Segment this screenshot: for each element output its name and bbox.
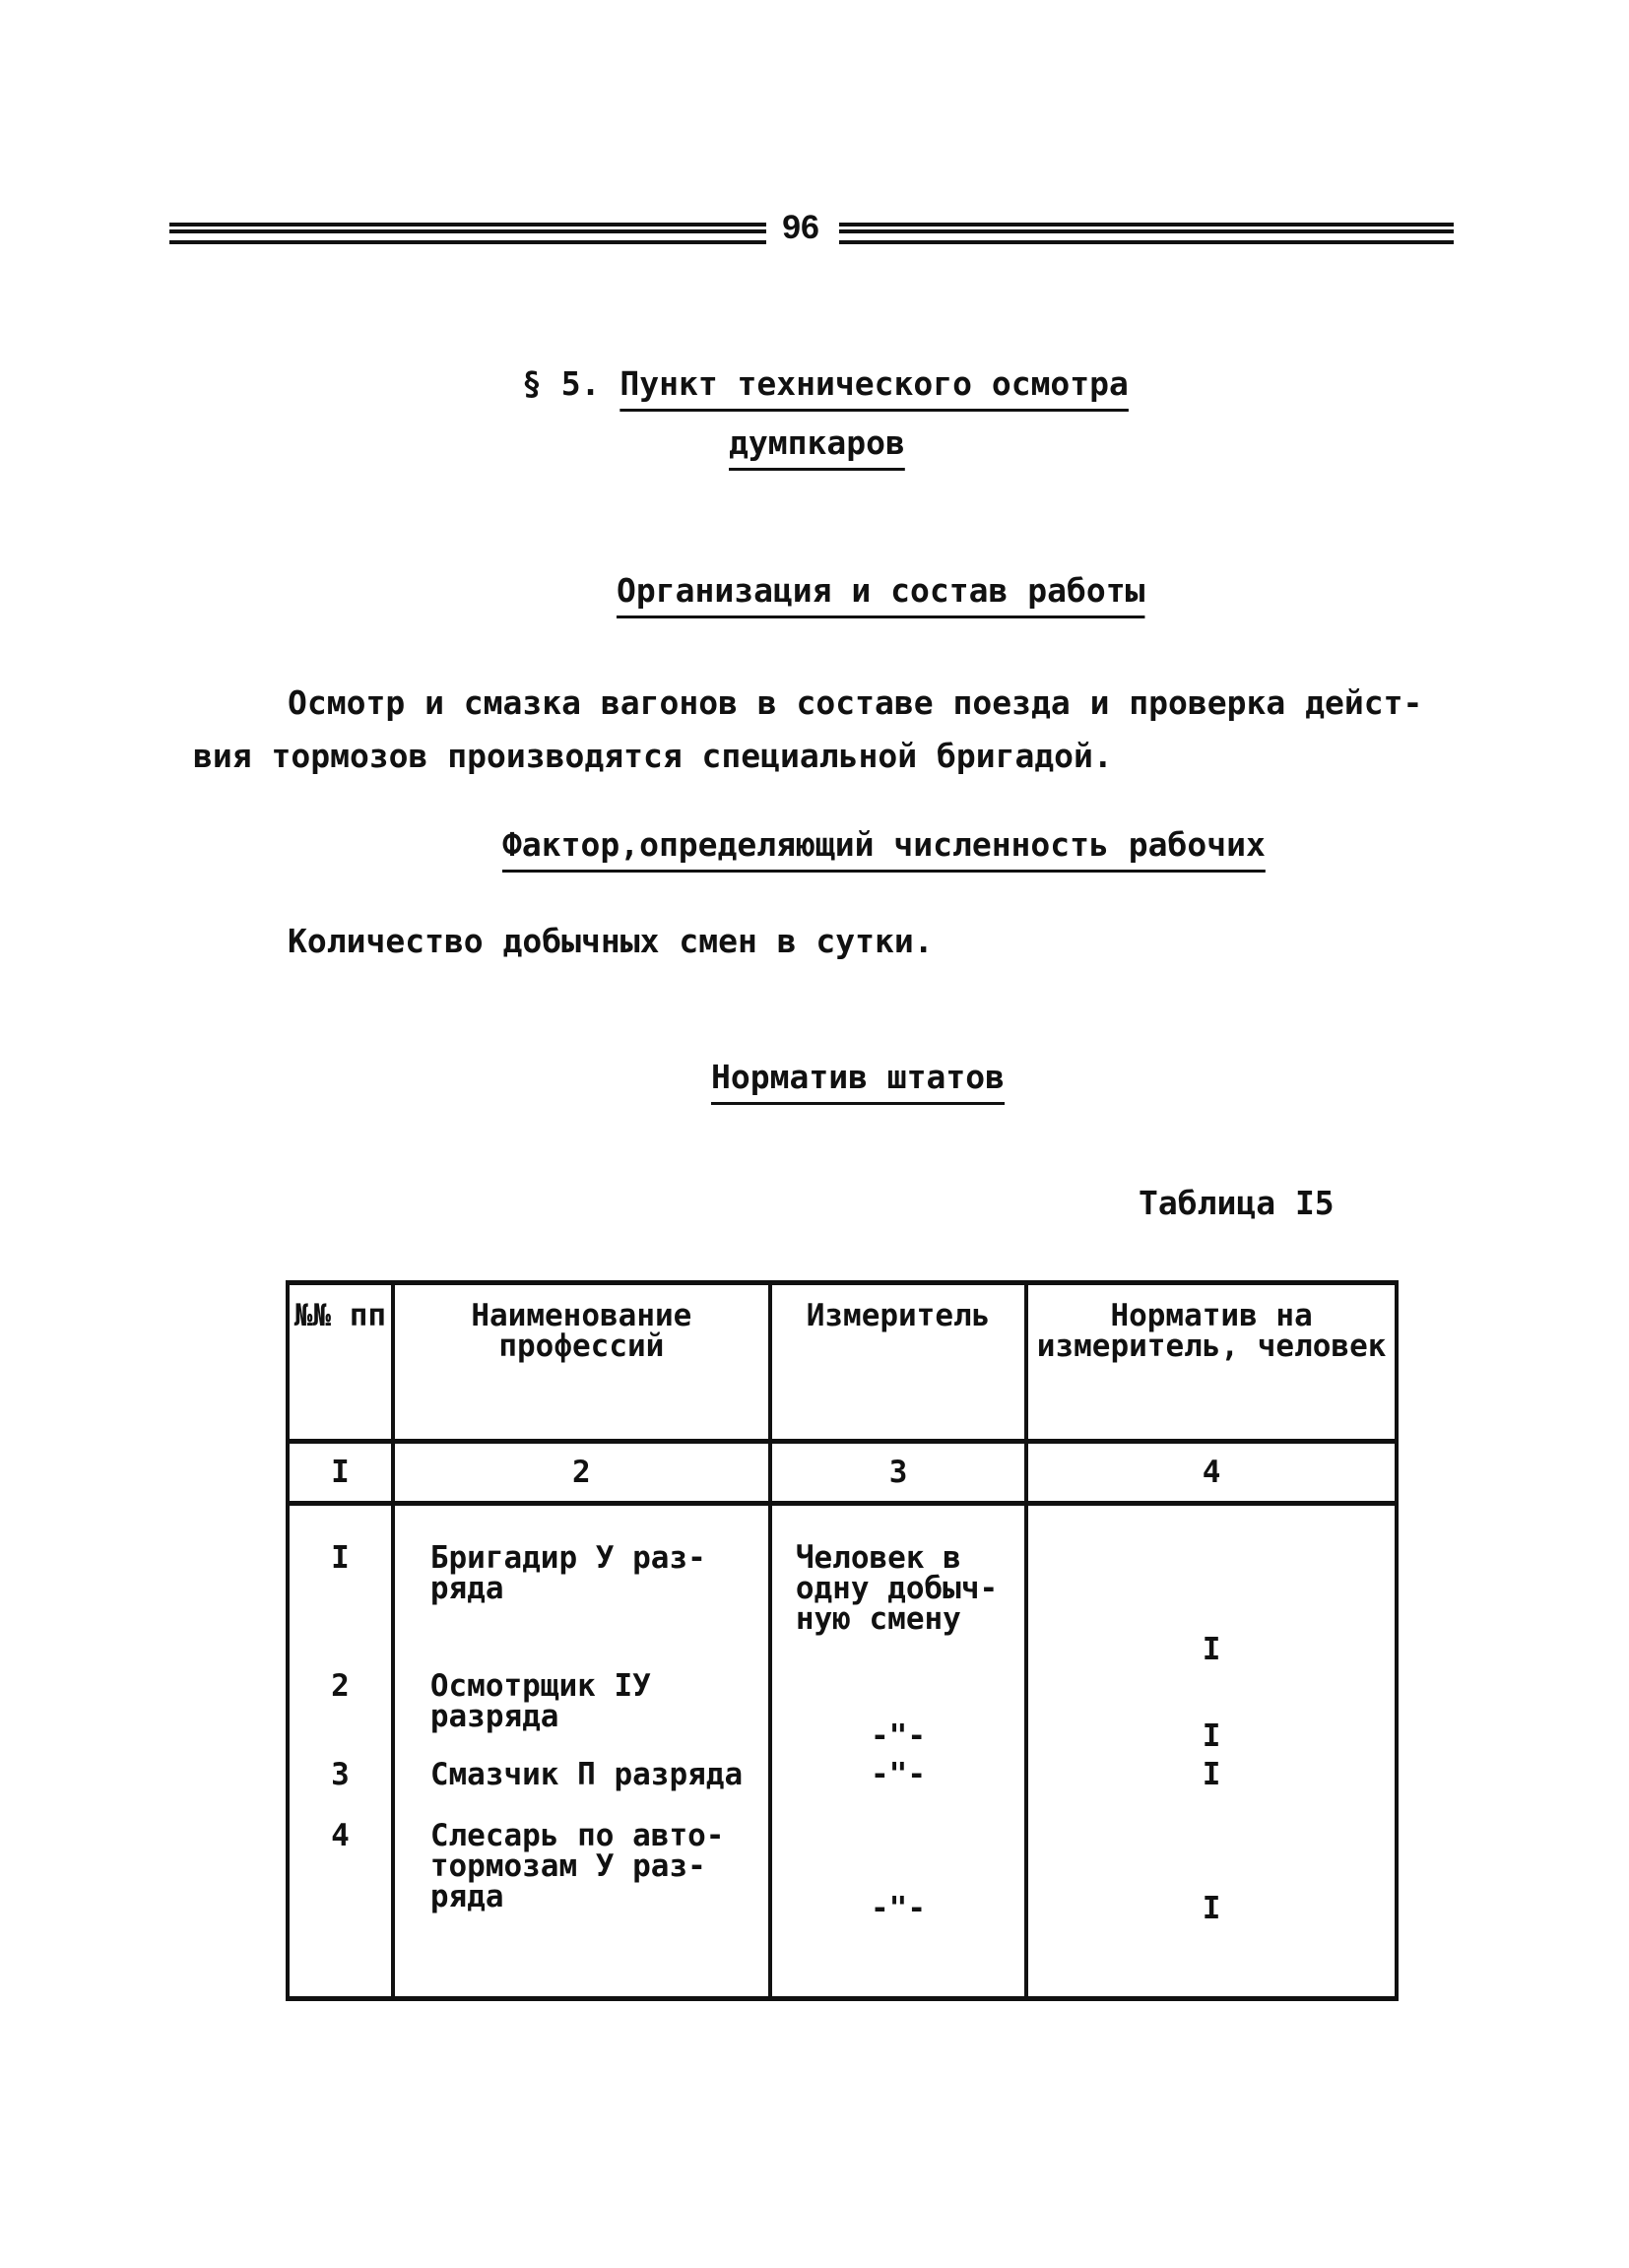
staffing-norms-table (286, 1280, 1399, 2001)
row-measure: Человек в одну добыч- ную смену (770, 1543, 1026, 1671)
column-numbers-row (288, 1442, 1397, 1504)
header-norm: Норматив на измеритель, человек (1026, 1283, 1397, 1442)
table-header-row (288, 1283, 1397, 1442)
header-profession: Наименование профессий (393, 1283, 770, 1442)
factor-text: Количество добычных смен в сутки. (288, 922, 934, 960)
row-number: 3 (288, 1760, 393, 1821)
column-number: I (288, 1442, 393, 1504)
row-measure: -"- (770, 1821, 1026, 1998)
row-measure: -"- (770, 1760, 1026, 1821)
row-number: 2 (288, 1671, 393, 1760)
table-row (288, 1543, 1397, 1671)
row-norm: I (1026, 1821, 1397, 1998)
row-measure: -"- (770, 1671, 1026, 1760)
page-number: 96 (782, 209, 819, 246)
table-row (288, 1671, 1397, 1760)
top-rule-left (169, 223, 766, 244)
norms-heading: Норматив штатов (711, 1058, 1006, 1096)
table-row (288, 1760, 1397, 1821)
table-spacer-row (288, 1504, 1397, 1544)
header-number: №№ пп (288, 1283, 393, 1442)
section-title-line2: думпкаров (729, 423, 905, 462)
top-rule-right (839, 223, 1454, 244)
row-norm: I (1026, 1760, 1397, 1821)
row-number: 4 (288, 1821, 393, 1998)
row-profession: Осмотрщик IУ разряда (393, 1671, 770, 1760)
row-profession: Смазчик П разряда (393, 1760, 770, 1821)
table-label: Таблица I5 (1139, 1184, 1335, 1222)
row-profession: Бригадир У раз- ряда (393, 1543, 770, 1671)
column-number: 3 (770, 1442, 1026, 1504)
row-norm: I (1026, 1543, 1397, 1671)
section-title-underlined: Пункт технического осмотра (619, 364, 1129, 403)
factor-heading: Фактор,определяющий численность рабочих (502, 825, 1266, 864)
header-measure: Измеритель (770, 1283, 1026, 1442)
row-profession: Слесарь по авто- тормозам У раз- ряда (393, 1821, 770, 1998)
column-number: 2 (393, 1442, 770, 1504)
section-title-line1 (522, 364, 1129, 403)
column-number: 4 (1026, 1442, 1397, 1504)
row-norm: I (1026, 1671, 1397, 1760)
organization-text-line1: Осмотр и смазка вагонов в составе поезда и проверка дейст- (288, 683, 1423, 722)
row-number: I (288, 1543, 393, 1671)
organization-heading: Организация и состав работы (617, 571, 1145, 610)
organization-text-line2: вия тормозов производятся специальной бригадой. (193, 737, 1113, 775)
table-row (288, 1821, 1397, 1998)
section-title-text: § 5. Пункт технического осмотра (522, 364, 1129, 403)
